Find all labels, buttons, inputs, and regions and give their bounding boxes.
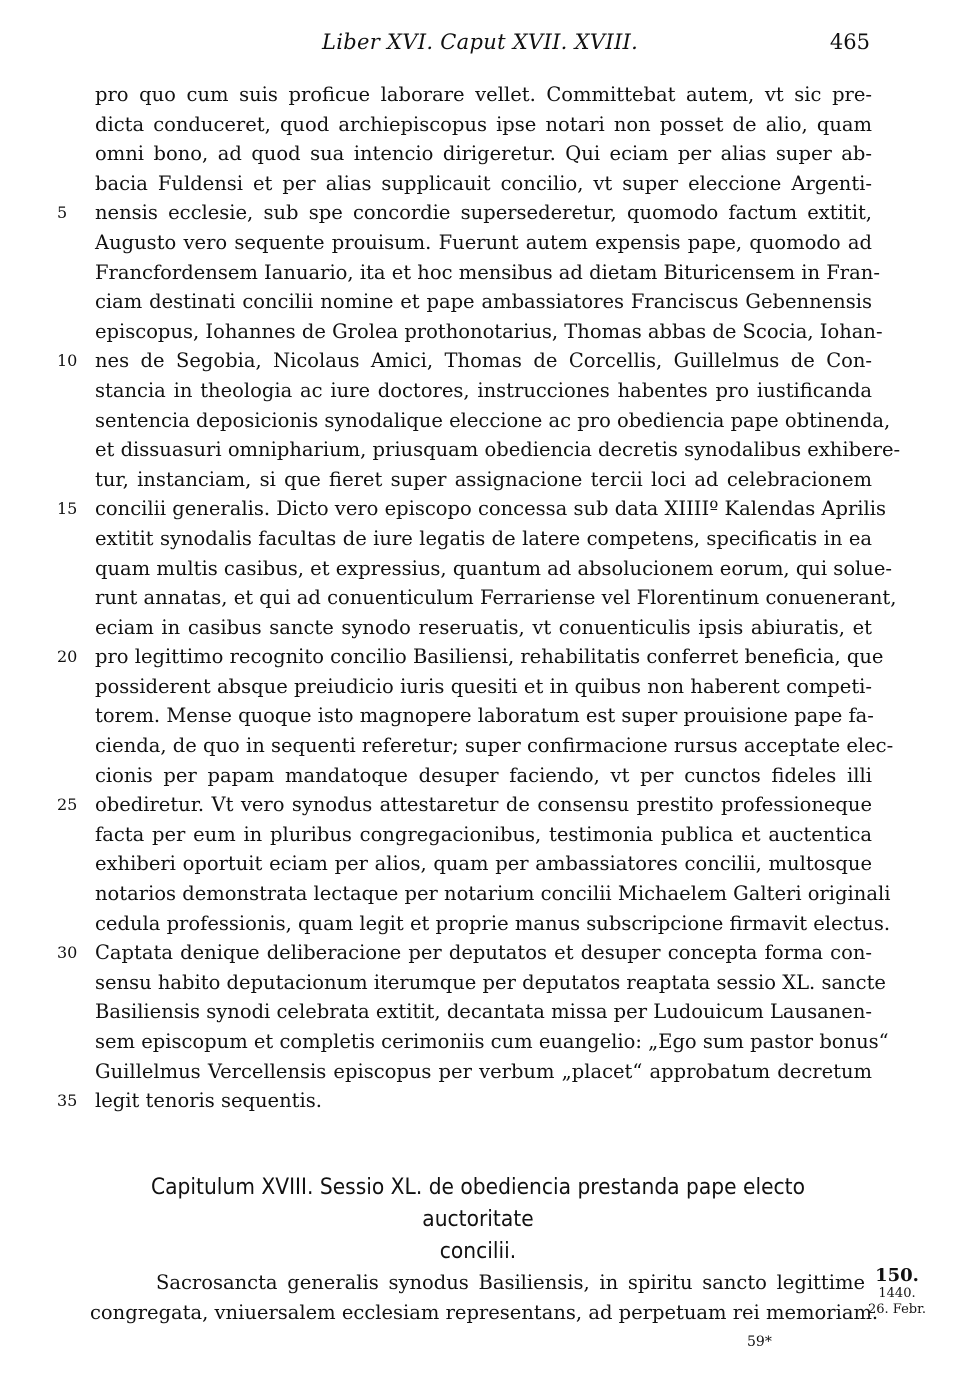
line-number: 20 <box>57 647 78 667</box>
chapter-heading-line: concilii. <box>439 1239 517 1264</box>
text-line-content: runt annatas, et qui ad conuenticulum Ferrariense vel Florentinum conuenerant, <box>95 586 897 610</box>
text-line <box>95 139 872 169</box>
text-line-content: pro legittimo recognito concilio Basiliensi, rehabilitatis conferret beneficia, que <box>95 645 884 669</box>
text-line <box>95 968 886 998</box>
text-line <box>95 909 891 939</box>
text-line <box>95 1027 889 1057</box>
line-number: 30 <box>57 943 78 963</box>
text-line <box>95 287 872 317</box>
text-line-content: cionis per papam mandatoque desuper faciendo, vt per cunctos fideles illi <box>95 763 872 787</box>
text-line-content: bacia Fuldensi et per alias supplicauit concilio, vt super eleccione Argenti- <box>95 171 872 195</box>
margin-note-number: 150. <box>875 1265 919 1286</box>
text-line-content: stancia in theologia ac iure doctores, instrucciones habentes pro iustificanda <box>95 378 872 402</box>
text-line-content: Captata denique deliberacione per deputatos et desuper concepta forma con- <box>95 941 872 965</box>
text-line <box>95 997 872 1027</box>
text-line <box>95 554 892 584</box>
text-line <box>95 820 872 850</box>
text-line <box>95 228 872 258</box>
text-line <box>57 1086 872 1116</box>
text-line <box>95 110 872 140</box>
text-line <box>95 317 883 347</box>
line-number: 10 <box>57 351 78 371</box>
text-line <box>95 1057 872 1087</box>
text-line-content: concilii generalis. Dicto vero episcopo concessa sub data XIIIIº Kalendas Aprilis <box>95 497 887 521</box>
text-line <box>95 613 872 643</box>
text-line-content: exhiberi oportuit eciam per alios, quam per ambassiatores concilii, multosque <box>95 852 872 876</box>
text-line-content: extitit synodalis facultas de iure legatis de latere competens, specificatis in ea <box>95 526 872 550</box>
text-line <box>95 258 880 288</box>
text-line <box>95 583 897 613</box>
text-line-content: Francfordensem Ianuario, ita et hoc mensibus ad dietam Bituricensem in Fran- <box>95 260 880 284</box>
text-line <box>57 642 884 672</box>
running-title: Liber XVI. Caput XVII. XVIII. <box>322 30 639 54</box>
text-line-content: eciam in casibus sancte synodo reseruatis, vt conuenticulis ipsis abiuratis, et <box>95 615 872 639</box>
text-line-content: et dissuasuri omnipharium, priusquam obediencia decretis synodalibus exhibere- <box>95 438 901 462</box>
text-line <box>57 346 872 376</box>
text-line-content: nensis ecclesie, sub spe concordie supersederetur, quomodo factum extitit, <box>95 201 872 225</box>
text-line-content: nes de Segobia, Nicolaus Amici, Thomas de Corcellis, Guillelmus de Con- <box>95 349 872 373</box>
text-line-content: dicta conduceret, quod archiepiscopus ipse notari non posset de alio, quam <box>95 112 872 136</box>
text-line-content: facta per eum in pluribus congregacionibus, testimonia publica et auctentica <box>95 822 872 846</box>
main-text <box>57 80 901 1116</box>
chapter-heading-line: Capitulum XVIII. Sessio XL. de obediencia prestanda pape electo auctoritate <box>150 1175 805 1232</box>
text-line <box>95 524 872 554</box>
chapter-heading <box>119 1172 837 1268</box>
text-line <box>95 406 891 436</box>
page-number: 465 <box>829 30 870 54</box>
text-line <box>95 701 872 731</box>
text-line <box>95 849 872 879</box>
page-header <box>0 30 960 64</box>
text-line-content: sensu habito deputacionum iterumque per deputatos reaptata sessio XL. sancte <box>95 970 886 994</box>
text-line-content: episcopus, Iohannes de Grolea prothonotarius, Thomas abbas de Scocia, Iohan- <box>95 319 883 343</box>
line-number: 15 <box>57 499 78 519</box>
text-line-content: possiderent absque preiudicio iuris quesiti et in quibus non haberent competi- <box>95 674 872 698</box>
text-line <box>95 376 872 406</box>
text-line <box>95 672 872 702</box>
text-line-content: Augusto vero sequente prouisum. Fuerunt autem expensis pape, quomodo ad <box>95 230 872 254</box>
text-line <box>95 169 872 199</box>
text-line-content: legit tenoris sequentis. <box>95 1089 322 1113</box>
text-line-content: tur, instanciam, si que fieret super assignacione tercii loci ad celebracionem <box>95 467 872 491</box>
text-line <box>57 494 887 524</box>
line-number: 35 <box>57 1091 78 1111</box>
margin-note-year: 1440. <box>878 1286 916 1301</box>
text-line-content: Basiliensis synodi celebrata extitit, decantata missa per Ludouicum Lausanen- <box>95 1000 872 1024</box>
text-line-content: cienda, de quo in sequenti referetur; super confirmacione rursus acceptate elec- <box>95 734 894 758</box>
text-line-content: Guillelmus Vercellensis episcopus per verbum „placet“ approbatum decretum <box>95 1059 872 1083</box>
text-line <box>57 938 872 968</box>
line-number: 5 <box>57 203 68 223</box>
text-line <box>95 731 894 761</box>
text-line-content: omni bono, ad quod sua intencio dirigeretur. Qui eciam per alias super ab- <box>95 142 872 166</box>
margin-note <box>862 1266 932 1318</box>
text-line-content: cedula professionis, quam legit et proprie manus subscripcione firmavit electus. <box>95 911 891 935</box>
text-line <box>57 790 872 820</box>
text-line <box>57 198 872 228</box>
text-line-content: notarios demonstrata lectaque per notarium concilii Michaelem Galteri originali <box>95 882 891 906</box>
margin-note-date: 26. Febr. <box>867 1302 927 1317</box>
line-number: 25 <box>57 795 78 815</box>
text-line <box>95 80 872 110</box>
text-line <box>95 879 891 909</box>
decree-text <box>90 1268 879 1327</box>
text-line <box>95 465 872 495</box>
text-line-content: ciam destinati concilii nomine et pape ambassiatores Franciscus Gebennensis <box>95 290 872 314</box>
text-line-content: sentencia deposicionis synodalique eleccione ac pro obediencia pape obtinenda, <box>95 408 891 432</box>
text-line <box>95 435 901 465</box>
signature-mark: 59* <box>747 1334 772 1350</box>
text-line-content: pro quo cum suis proficue laborare vellet. Committebat autem, vt sic pre- <box>95 83 872 106</box>
decree-line: Sacrosancta generalis synodus Basiliensis, in spiritu sancto legittime <box>156 1271 865 1294</box>
text-line-content: torem. Mense quoque isto magnopere laboratum est super prouisione pape fa- <box>95 704 874 728</box>
text-line-content: sem episcopum et completis cerimoniis cum euangelio: „Ego sum pastor bonus“ <box>95 1030 889 1053</box>
decree-line: congregata, vniuersalem ecclesiam representans, ad perpetuam rei memoriam. <box>90 1300 879 1324</box>
text-line-content: obediretur. Vt vero synodus attestaretur de consensu prestito professioneque <box>95 793 872 817</box>
text-line-content: quam multis casibus, et expressius, quantum ad absolucionem eorum, qui solue- <box>95 556 892 580</box>
text-line <box>95 761 872 791</box>
